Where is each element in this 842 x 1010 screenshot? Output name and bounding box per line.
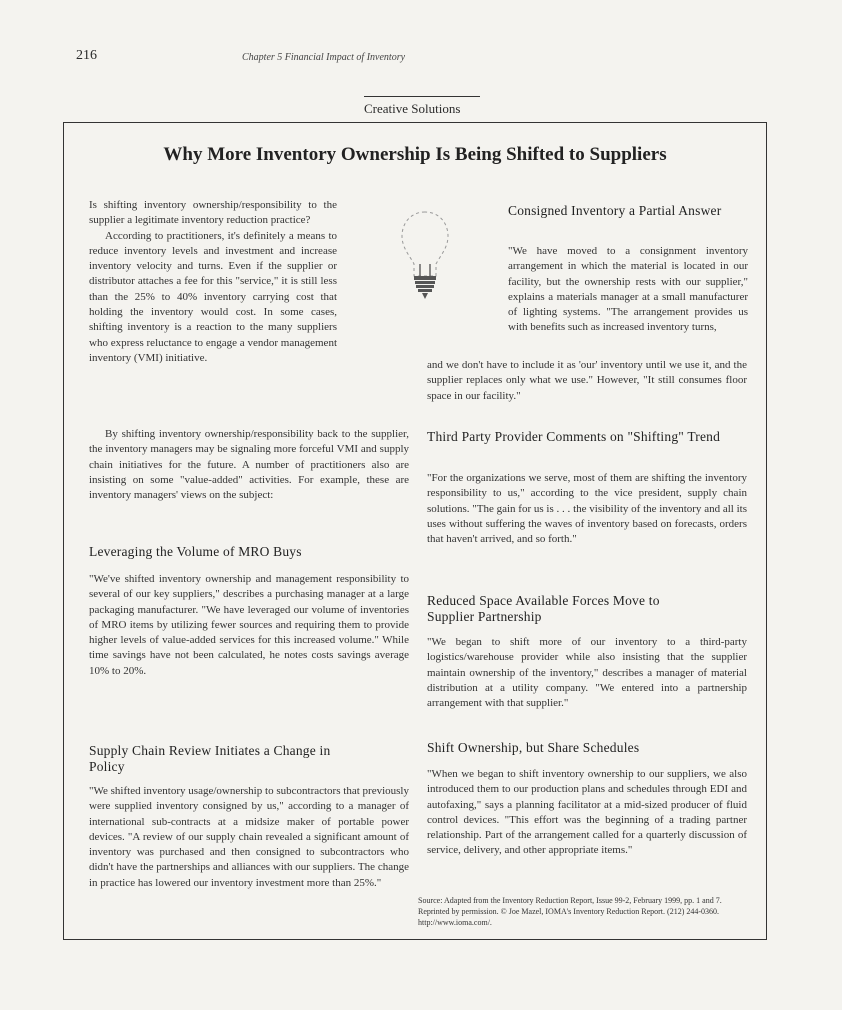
supply-chain-heading: Supply Chain Review Initiates a Change in Policy <box>89 743 331 774</box>
consigned-body-bottom <box>427 358 747 404</box>
mro-body <box>89 572 409 679</box>
supply-chain-paragraph: "We shifted inventory usage/ownership to subcontractors that previously were supplied inventory consigned by us," according to a manager of international sub-contracts at a midsize maker of portable power devices. "A review of our supply chain revealed a significant amount of inventory was purchased and then consigned to subcontractors who didn't have the partnerships and alliances with our suppliers. The change in practice has lowered our inventory investment more than 25%." <box>89 785 409 889</box>
article-title: Why More Inventory Ownership Is Being Shifted to Suppliers <box>163 144 667 165</box>
reduced-space-heading: Reduced Space Available Forces Move to Supplier Partnership <box>427 593 660 624</box>
section-label: Creative Solutions <box>364 101 461 116</box>
share-schedules-paragraph: "When we began to shift inventory ownership to our suppliers, we also introduced them to our production plans and schedules through EDI and autofaxing," says a planning facilitator at a mid-sized producer of fluid control devices. "This effort was the beginning of a trading partner relationship. Part of the arrangement called for a quarterly discussion of service, delivery, and other appropriate items." <box>427 768 747 857</box>
intro-paragraph-3-block <box>89 427 409 503</box>
third-party-paragraph: "For the organizations we serve, most of them are shifting the inventory responsibility to us," according to the vice president, supply chain solutions. "The gain for us is . . . the visibility of the inventory and all its uses without suffering the waves of inventory based on forecasts, orders that haven't arrived, and so forth." <box>427 472 747 546</box>
reduced-space-body <box>427 635 747 711</box>
intro-paragraph-2: According to practitioners, it's definitely a means to reduce inventory levels and investment and increase inventory velocity and turns. Even if the supplier or distributor attaches a fee for this "service," it is still less than the 25% to 40% inventory carrying cost that holding the inventory would cost. In some cases, shifting inventory is a reaction to the many suppliers who express reluctance to engage a vendor management inventory (VMI) initiative. <box>89 229 337 364</box>
intro-block <box>89 198 409 366</box>
supply-chain-body <box>89 784 409 891</box>
consigned-body-top <box>508 244 748 336</box>
consigned-paragraph-b: and we don't have to include it as 'our' inventory until we use it, and the supplier replaces only what we use." However, "It still consumes floor space in our facility." <box>427 359 747 402</box>
running-head: Chapter 5 Financial Impact of Inventory <box>242 52 406 63</box>
consigned-heading: Consigned Inventory a Partial Answer <box>508 203 722 218</box>
page-number: 216 <box>76 48 97 63</box>
source-note: Source: Adapted from the Inventory Reduction Report, Issue 99-2, February 1999, pp. 1 and 7. Reprinted by permission. © Joe Mazel, IOMA's Inventory Reduction Report. (212) 244-0360. http://www.ioma.com/. <box>418 896 722 927</box>
intro-paragraph-1: Is shifting inventory ownership/responsibility to the supplier a legitimate inventory reduction practice? <box>89 199 337 227</box>
section-rule <box>364 96 480 97</box>
share-schedules-body <box>427 767 747 859</box>
mro-paragraph: "We've shifted inventory ownership and management responsibility to several of our key suppliers," describes a purchasing manager at a large packaging manufacturer. "We have leveraged our volume of inventories of MRO items by utilizing fewer sources and requiring them to provide higher levels of value-added services for this increased volume." While time savings have not been calculated, he notes costs savings average 10% to 20%. <box>89 573 409 677</box>
third-party-heading: Third Party Provider Comments on "Shifting" Trend <box>427 429 721 444</box>
intro-paragraph-3: By shifting inventory ownership/responsibility back to the supplier, the inventory managers may be signaling more forceful VMI and supply chain initiatives for the future. A number of practitioners also are insisting on some "value-added" activities. For example, these are inventory managers' views on the subject: <box>89 428 409 502</box>
consigned-paragraph-a: "We have moved to a consignment inventory arrangement in which the material is located in our facility, but the ownership rests with our supplier," explains a materials manager at a small manufacturer of lighting systems. "The arrangement provides us with benefits such as increased inventory turns, <box>508 245 748 334</box>
mro-heading: Leveraging the Volume of MRO Buys <box>89 544 302 559</box>
share-schedules-heading: Shift Ownership, but Share Schedules <box>427 740 640 755</box>
reduced-space-paragraph: "We began to shift more of our inventory to a third-party logistics/warehouse provider while also insisting that the supplier maintain ownership of the inventory," describes a manager of material distribution at a utility company. "We entered into a partnership arrangement with that supplier." <box>427 636 747 710</box>
third-party-body <box>427 471 747 547</box>
